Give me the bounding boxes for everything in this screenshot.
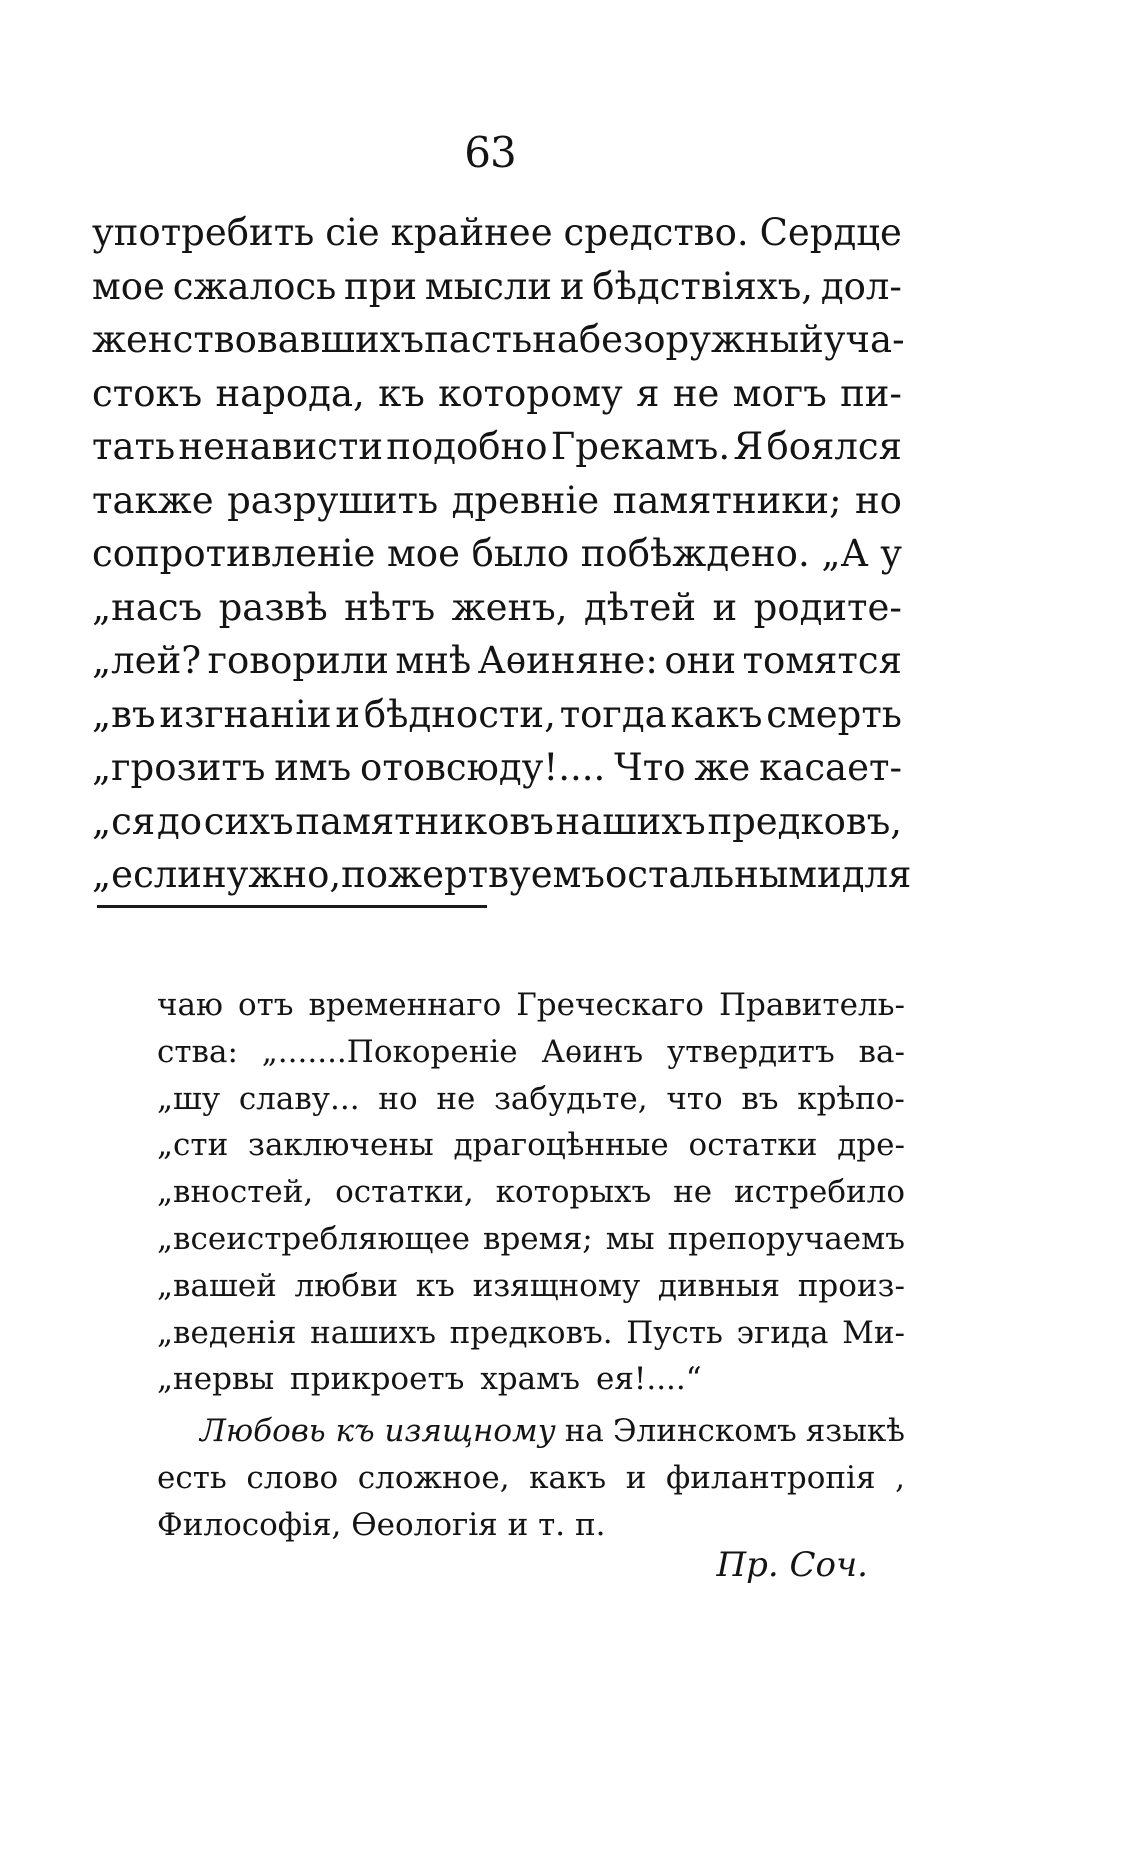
word: бѣдности, [363,692,556,736]
word: предковъ, [707,799,902,843]
word: филантропія [665,1460,876,1496]
word: женствовавшихъ [92,318,425,361]
footnote-note-italic: Любовь къ изящному [200,1413,556,1449]
word: языкѣ [805,1413,905,1449]
word: дре- [837,1127,905,1164]
word: говорили [207,639,389,682]
word: которыхъ [495,1174,652,1211]
word: Аѳиняне: [477,639,658,682]
body-line [92,420,902,474]
word: на [532,318,579,361]
word: храмъ [480,1361,580,1398]
word: безоружный [578,318,824,361]
signature: Пр. Соч. [716,1545,868,1585]
word: отъ [237,987,294,1023]
word: нашихъ [310,1314,436,1351]
body-line [92,206,902,260]
word: средство. [563,211,749,254]
footnote-line [157,1263,905,1309]
word: „сти [157,1127,229,1164]
word: смерть [766,692,902,736]
word: какъ [529,1460,607,1496]
word: къ [415,1267,455,1304]
word: сложное, [357,1460,510,1496]
footnote-line [157,1216,905,1262]
word: боялся [766,425,902,468]
word: отовсюду!.... [360,746,606,789]
word: Что [614,746,686,789]
word: бѣдствіяхъ, [592,264,814,308]
footnote-separator [97,905,487,908]
word: нашихъ [555,799,706,843]
footnote-line [157,1169,905,1215]
word: остальными [604,853,842,896]
word: уча- [823,318,905,361]
body-line [92,634,902,688]
word: до [156,799,203,843]
body-line [92,848,912,902]
word: на [564,1413,604,1449]
word: крѣпо- [797,1080,905,1117]
body-line [92,260,902,314]
word: ея!....“ [595,1361,702,1398]
body-line [92,741,902,795]
word: „въ [92,692,156,736]
word: „лей? [92,639,202,682]
word: нужно, [201,853,342,896]
word: же [694,746,751,789]
word: остатки [688,1127,818,1164]
word: я [636,371,660,415]
word: также [92,478,214,522]
word: пасть [424,318,533,361]
word: „веденія [157,1314,297,1351]
word: „вностей, [157,1174,314,1211]
word: не [673,1174,713,1211]
footnote-note-line-2 [157,1455,905,1501]
word: изгнаніи [159,692,332,736]
word: Грекамъ. [550,425,731,468]
word: предковъ. [449,1314,613,1351]
word: „А [821,532,869,575]
word: что [666,1080,723,1117]
word: тогда [559,692,667,736]
word: Элинскомъ [612,1413,797,1449]
footnote-line [157,982,905,1028]
word: дивныя [657,1267,780,1304]
word: и [335,692,361,736]
word: которому [438,371,623,415]
word: нѣтъ [344,585,436,629]
word: было [471,532,570,575]
word: „ся [92,799,156,843]
word: Пусть [626,1314,723,1351]
word: сопротивленіе [92,532,376,575]
word: томятся [742,639,902,682]
word: стокъ [92,371,203,415]
body-line [92,581,902,635]
word: и [712,585,738,629]
word: время; [483,1221,593,1257]
word: они [664,639,736,682]
word: изящному [472,1267,641,1304]
word: произ- [797,1267,905,1304]
word: побѣждено. [580,532,810,575]
footnote-line [157,1310,905,1356]
word: мнѣ [395,639,472,682]
word: мы [605,1221,655,1257]
word: сихъ [203,799,294,843]
word: мысли [424,264,552,308]
footnote-note-line-1 [200,1408,905,1454]
page-number: 63 [464,128,516,177]
footnote-line [157,1076,905,1122]
word: не [436,1080,476,1117]
word: славу... [238,1080,360,1117]
word: „нервы [157,1361,275,1398]
word: драгоцѣнные [453,1127,669,1164]
word: дол- [820,264,902,308]
footnote-line [157,1122,905,1168]
word: употребить [92,211,315,254]
body-line [92,527,902,581]
word: „всеистребляющее [157,1221,470,1257]
word: древніе [451,478,600,522]
word: Сердце [759,211,902,254]
word: какъ [670,692,763,736]
word: женъ, [451,585,568,629]
word: въ [741,1080,779,1117]
word: пожертвуемъ [341,853,605,896]
word: но [855,478,902,522]
word: сіе [325,211,380,254]
word: мое [92,264,165,308]
body-line [92,474,902,528]
word: заключены [248,1127,434,1164]
footnote-line [157,1029,905,1075]
word: временнаго [308,987,502,1023]
word: любви [294,1267,399,1304]
word: при [344,264,418,308]
word: „шу [157,1080,221,1117]
word: „.......Покореніе [261,1033,518,1070]
word: остатки, [335,1174,474,1211]
word: Я [733,425,764,468]
word: памятниковъ [295,799,554,843]
word: „вашей [157,1267,277,1304]
word: могъ [732,371,827,415]
word: препоручаемъ [667,1221,905,1257]
word: но [378,1080,418,1117]
word: „насъ [92,585,203,629]
word: пи- [840,371,902,415]
word: эгида [736,1314,829,1351]
word: не [672,371,720,415]
word: подобно [386,425,548,468]
word: и [559,264,585,308]
word: есть [157,1460,227,1496]
word: крайнее [390,211,553,254]
word: для [841,853,912,896]
word: Аѳинъ [541,1033,644,1070]
word: чаю [157,987,223,1023]
word: у [880,532,902,575]
word: развѣ [218,585,328,629]
word: „грозитъ [92,746,266,789]
word: Ми- [842,1314,905,1351]
word: утвердитъ [667,1033,835,1070]
word: прикроетъ [290,1361,465,1398]
word: слово [246,1460,339,1496]
word: ненависти [178,425,384,468]
body-line [92,688,902,742]
word: разрушить [227,478,439,522]
word: ства: [157,1033,238,1070]
body-line [92,795,902,849]
word: народа, [215,371,365,415]
word: дѣтей [583,585,697,629]
word: касает- [759,746,902,789]
word: Греческаго [516,987,704,1023]
word: родите- [753,585,902,629]
body-line [92,367,902,421]
body-line [92,313,905,367]
word: истребило [733,1174,905,1211]
word: тать [92,425,176,468]
word: Правитель- [718,987,905,1023]
word: имъ [274,746,352,789]
footnote-note-line-3-text: Философія, Ѳеологія и т. п. [157,1507,606,1543]
footnote-line [157,1356,905,1402]
word: , [895,1460,905,1496]
word: мое [387,532,460,575]
word: къ [378,371,425,415]
word: и [625,1460,647,1496]
word: памятники; [612,478,842,522]
word: забудьте, [494,1080,648,1117]
word: ва- [858,1033,905,1070]
word: „если [92,853,202,896]
word: сжалось [172,264,337,308]
